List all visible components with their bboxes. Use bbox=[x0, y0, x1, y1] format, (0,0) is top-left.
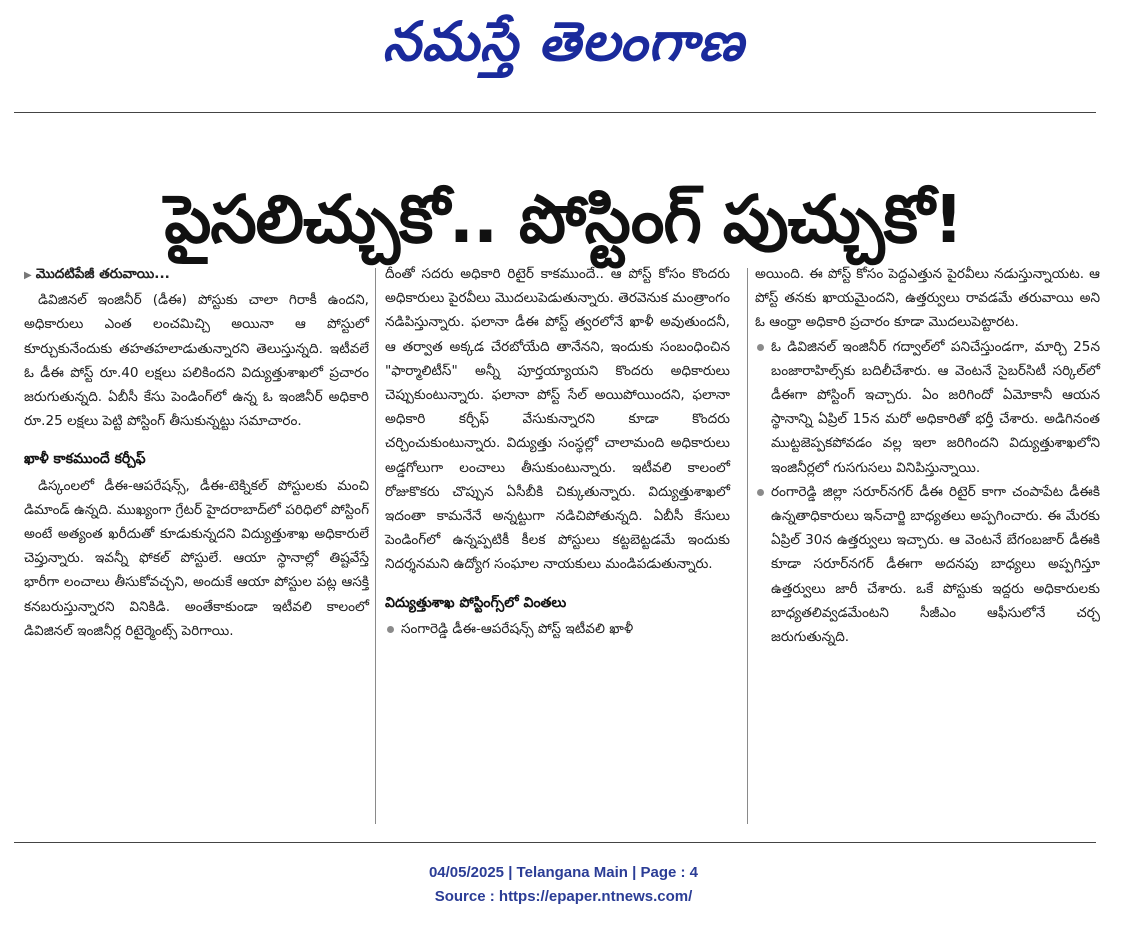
bullet-item: ఓ డివిజినల్ ఇంజినీర్ గద్వాల్‌లో పనిచేస్తుండగా, మార్చి 25న బంజారాహిల్స్‌కు బదిలీచేశారు. ఆ వెంటనే సైబర్‌సిటీ సర్కిల్‌లో డీఈగా పోస్టింగ్ ఇచ్చారు. ఏం జరిగిందో ఏమోకానీ ఆయన స్థానాన్ని ఏప్రిల్ 15న మరో అధికారితో భర్తీ చేశారు. అడిగినంత ముట్టజెప్పకపోవడం వల్ల ఇలా జరిగిందని విద్యుత్తుశాఖలోని ఇంజినీర్లలో గుసగుసలు వినిపిస్తున్నాయి. bbox=[755, 335, 1100, 480]
footer-date-edition: 04/05/2025 | Telangana Main | Page : 4 bbox=[428, 864, 699, 881]
article-column-1 bbox=[24, 262, 369, 643]
triangle-icon: ▶ bbox=[24, 270, 32, 281]
bullet-item: రంగారెడ్డి జిల్లా సరూర్‌నగర్ డీఈ రిటైర్ కాగా చంపాపేట డీఈకి ఉన్నతాధికారులు ఇన్‌చార్జి బాధ్యతలు అప్పగించారు. ఈ మేరకు ఏప్రిల్ 30న ఉత్తర్వులు ఇచ్చారు. ఆ వెంటనే బేగంబజార్ డీఈకి కూడా సరూర్‌నగర్ డీఈగా అదనపు బాధ్యలు అప్పగిస్తూ ఉత్తర్వులు జారీ చేశారు. ఒకే పోస్టుకు ఇద్దరు అధికారులకు బాధ్యతలివ్వడమేంటని సీజీఎం ఆఫీసులోనే చర్చ జరుగుతున్నది. bbox=[755, 480, 1100, 649]
bottom-divider bbox=[14, 842, 1096, 843]
article-headline: పైసలిచ్చుకో.. పోస్టింగ్ పుచ్చుకో! bbox=[164, 181, 963, 259]
paragraph: డిస్కంలలో డీఈ-ఆపరేషన్స్, డీఈ-టెక్నికల్ పోస్టులకు మంచి డిమాండ్ ఉన్నది. ముఖ్యంగా గ్రేటర్ హైదరాబాద్‌లో పరిధిలో పోస్టింగ్ అంటే అత్యంత ఖరీదుతో కూడుకున్నదని విద్యుత్తుశాఖ అధికారులే చెప్తున్నారు. ఇవన్నీ ఫోకల్ పోస్టులే. ఆయా స్థానాల్లో తిష్టవేస్తే భారీగా లంచాలు తీసుకోవచ్చని, అందుకే ఆయా పోస్టుల పట్ల ఆసక్తి కనబరుస్తున్నారని వినికిడి. అంతేకాకుండా ఇటీవలి కాలంలో డివిజినల్ ఇంజినీర్ల రిటైర్మెంట్స్ పెరిగాయి. bbox=[24, 477, 369, 639]
bullet-item: సంగారెడ్డి డీఈ-ఆపరేషన్స్ పోస్ట్ ఇటీవలి ఖాళీ bbox=[385, 617, 730, 641]
section-subhead: ఖాళీ కాకముందే కర్చీఫ్ bbox=[24, 451, 146, 468]
column-divider bbox=[747, 268, 748, 824]
newspaper-masthead: నమస్తే తెలంగాణ bbox=[382, 9, 745, 73]
article-column-2 bbox=[385, 262, 730, 641]
paragraph: దీంతో సదరు అధికారి రిటైర్ కాకముందే.. ఆ పోస్ట్ కోసం కొందరు అధికారులు పైరవీలు మొదలుపెడుతున్నారు. తెరవెనుక మంత్రాంగం నడిపిస్తున్నారు. ఫలానా డీఈ పోస్ట్ త్వరలోనే ఖాళీ అవుతుందనీ, ఆ తర్వాత అక్కడ చేరబోయేది తానేనని, ఇందుకు సంబంధించిన "ఫార్మాలిటీస్" అన్నీ పూర్తయ్యాయని కొందరు అధికారులు చెప్పుకుంటున్నారు. ఫలానా పోస్ట్ సేల్ అయిపోయిందని, ఫలానా అధికారి కర్చీఫ్ వేసుకున్నారని కూడా కొందరు చర్చించుకుంటున్నారు. విద్యుత్తు సంస్థల్లో చాలామంది అధికారులు అడ్డగోలుగా లంచాలు తీసుకుంటున్నారు. ఇటీవలి కాలంలో రోజుకొకరు చొప్పున ఏసీబీకి చిక్కుతున్నారు. విద్యుత్తుశాఖలో ఇదంతా కామనేనే అన్నట్టుగా నడిచిపోతున్నది. ఏబీసీ కేసులు పెండింగ్‌లో ఉన్నప్పటికీ కీలక పోస్టులు కట్టబెట్టడమే ఇందుకు నిదర్శనమని ఉద్యోగ సంఘాల నాయకులు మండిపడుతున్నారు. bbox=[385, 266, 730, 573]
continuation-kicker: ▶ మొదటిపేజీ తరువాయి... bbox=[24, 266, 170, 282]
paragraph: డివిజినల్ ఇంజినీర్ (డీఈ) పోస్టుకు చాలా గిరాకీ ఉందని, అధికారులు ఎంత లంచమిచ్చి అయినా ఆ పోస్టులో కూర్చుకునేందుకు తహతహలాడుతున్నారని తెలుస్తున్నది. ఇటీవలే ఓ డీఈ పోస్ట్ రూ.40 లక్షలు పలికిందని విద్యుత్తుశాఖలో ప్రచారం జరుగుతున్నది. ఏబీసీ కేసు పెండింగ్‌లో ఉన్న ఓ ఇంజినీర్ అధికారి రూ.25 లక్షలు పెట్టి పోస్టింగ్ తీసుకున్నట్టు సమాచారం. bbox=[24, 292, 369, 430]
article-column-3 bbox=[755, 262, 1100, 649]
section-subhead: విద్యుత్తుశాఖ పోస్టింగ్స్‌లో వింతలు bbox=[385, 594, 567, 611]
footer-source: Source : https://epaper.ntnews.com/ bbox=[434, 888, 693, 905]
column-divider bbox=[375, 268, 376, 824]
top-divider bbox=[14, 112, 1096, 113]
paragraph: అయింది. ఈ పోస్ట్ కోసం పెద్దఎత్తున పైరవీలు నడుస్తున్నాయట. ఆ పోస్ట్ తనకు ఖాయమైందని, ఉత్తర్వులు రావడమే తరువాయి అని ఓ ఆంధ్రా అధికారి ప్రచారం కూడా మొదలుపెట్టారట. bbox=[755, 266, 1100, 331]
